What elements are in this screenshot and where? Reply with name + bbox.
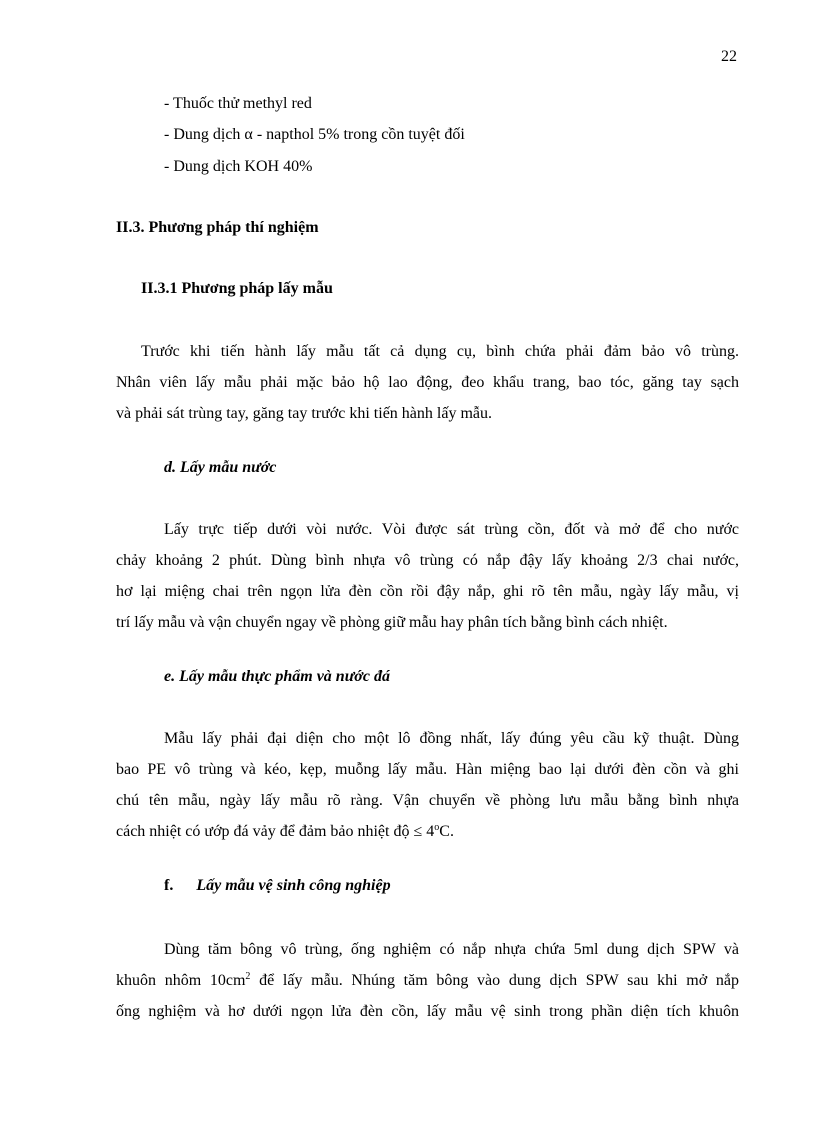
paragraph-line: và phải sát trùng tay, găng tay trước khi tiến hành lấy mẫu.	[116, 405, 492, 422]
intro-paragraph	[116, 336, 739, 429]
paragraph-line: bao PE vô trùng và kéo, kẹp, muỗng lấy mẫu. Hàn miệng bao lại dưới đèn cồn và ghi	[116, 761, 739, 778]
paragraph-line: ống nghiệm và hơ dưới ngọn lửa đèn cồn, lấy mẫu vệ sinh trong phần diện tích khuôn	[116, 1003, 739, 1020]
paragraph-line: Trước khi tiến hành lấy mẫu tất cả dụng cụ, bình chứa phải đảm bảo vô trùng.	[141, 343, 739, 360]
part-e-label: e.	[164, 668, 176, 685]
line-text: khuôn nhôm 10cm	[116, 972, 246, 989]
paragraph-line: hơ lại miệng chai trên ngọn lửa đèn cồn rồi đậy nắp, ghi rõ tên mẫu, ngày lấy mẫu, vị	[116, 583, 739, 600]
part-f-title: Lấy mẫu vệ sinh công nghiệp	[196, 877, 391, 894]
part-e-heading	[164, 668, 390, 686]
paragraph-line: chú tên mẫu, ngày lấy mẫu rõ ràng. Vận chuyển về phòng lưu mẫu bằng bình nhựa	[116, 792, 739, 809]
paragraph-line: Lấy trực tiếp dưới vòi nước. Vòi được sát trùng cồn, đốt và mở để cho nước	[164, 521, 739, 538]
square-superscript: 2	[245, 971, 251, 982]
part-f-heading	[164, 877, 391, 895]
list-item: - Dung dịch KOH 40%	[164, 158, 313, 175]
page-number: 22	[721, 48, 737, 65]
part-d-title: Lấy mẫu nước	[180, 459, 277, 476]
list-item: - Dung dịch α - napthol 5% trong cồn tuyệt đối	[164, 126, 465, 143]
paragraph-line	[116, 816, 739, 847]
part-d-paragraph	[116, 514, 739, 638]
paragraph-line: Nhân viên lấy mẫu phải mặc bảo hộ lao động, đeo khẩu trang, bao tóc, găng tay sạch	[116, 374, 739, 391]
paragraph-line: Mẫu lấy phải đại diện cho một lô đồng nhất, lấy đúng yêu cầu kỹ thuật. Dùng	[164, 730, 739, 747]
section-heading: II.3. Phương pháp thí nghiệm	[116, 219, 319, 236]
subsection-heading: II.3.1 Phương pháp lấy mẫu	[141, 280, 333, 297]
line-text: cách nhiệt có ướp đá vảy để đảm bảo nhiệt độ ≤ 4	[116, 823, 435, 840]
part-d-label: d.	[164, 459, 176, 476]
paragraph-line	[116, 965, 739, 996]
part-f-label: f.	[164, 877, 174, 894]
paragraph-line: chảy khoảng 2 phút. Dùng bình nhựa vô trùng có nắp đậy lấy khoảng 2/3 chai nước,	[116, 552, 739, 569]
list-item: - Thuốc thử methyl red	[164, 95, 312, 112]
part-f-paragraph	[116, 934, 739, 1027]
line-text: để lấy mẫu. Nhúng tăm bông vào dung dịch SPW sau khi mở nắp	[250, 972, 740, 989]
part-e-paragraph	[116, 723, 739, 847]
part-e-title: Lấy mẫu thực phẩm và nước đá	[179, 668, 390, 685]
part-d-heading	[164, 459, 276, 477]
degree-superscript: o	[434, 822, 440, 833]
paragraph-line: Dùng tăm bông vô trùng, ống nghiệm có nắp nhựa chứa 5ml dung dịch SPW và	[164, 941, 739, 958]
line-text: C.	[439, 823, 454, 840]
paragraph-line: trí lấy mẫu và vận chuyển ngay về phòng giữ mẫu hay phân tích bằng bình cách nhiệt.	[116, 614, 668, 631]
